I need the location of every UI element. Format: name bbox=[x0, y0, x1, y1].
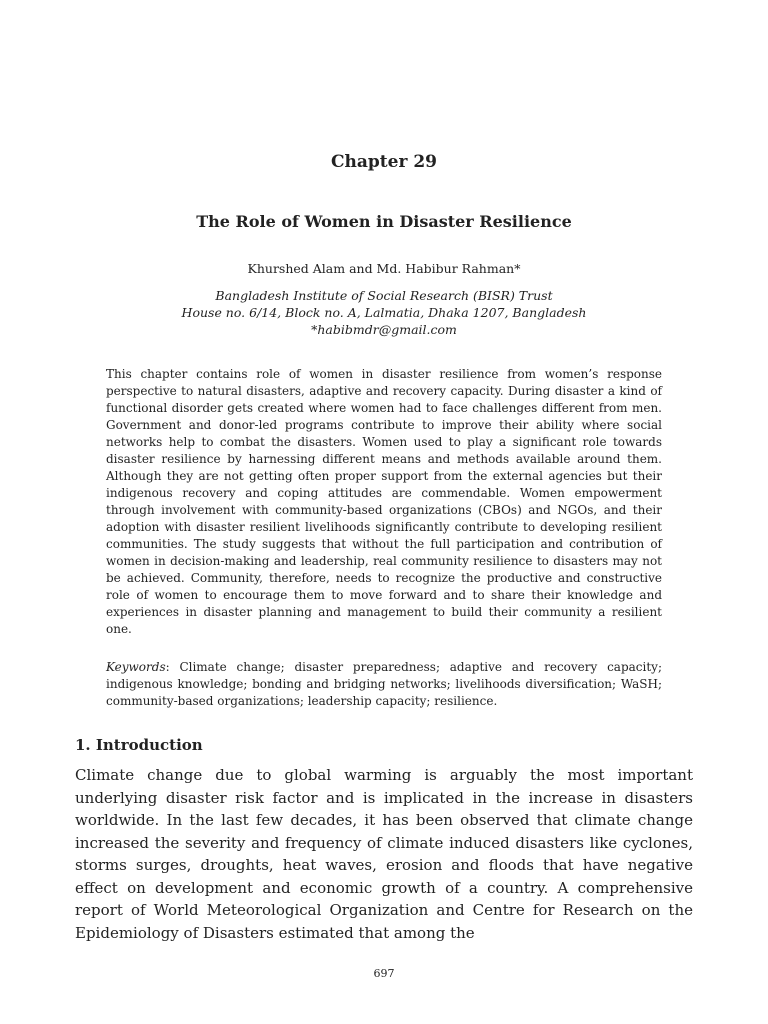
author-email: *habibmdr@gmail.com bbox=[311, 322, 457, 337]
intro-paragraph: Climate change due to global warming is arguably the most important underlying disaster risk factor and is implicated in the increase in disasters worldwide. In the last few decades, it has been observed that climate change increased the severity and frequency of climate induced disasters like cyclones, storms surges, droughts, heat waves, erosion and floods that have negative effect on development and economic growth of a country. A comprehensive report of World Meteorological Organization and Centre for Research on the Epidemiology of Disasters estimated that among the bbox=[75, 766, 693, 942]
keywords-list: : Climate change; disaster preparedness; adaptive and recovery capacity; indigenous knowledge; bonding and bridging networks; livelihoods diversification; WaSH; community-based organizations; leadership capacity; resilience. bbox=[106, 660, 662, 708]
keywords bbox=[106, 659, 662, 710]
keywords-label: Keywords bbox=[106, 660, 166, 674]
affiliation-institute: Bangladesh Institute of Social Research (BISR) Trust bbox=[215, 288, 553, 303]
chapter-title: The Role of Women in Disaster Resilience bbox=[196, 212, 572, 231]
affiliation-block bbox=[0, 287, 768, 338]
affiliation-address: House no. 6/14, Block no. A, Lalmatia, Dhaka 1207, Bangladesh bbox=[181, 305, 587, 320]
page-number: 697 bbox=[373, 967, 395, 980]
chapter-label: Chapter 29 bbox=[331, 152, 437, 172]
section-heading: 1. Introduction bbox=[75, 736, 203, 754]
abstract: This chapter contains role of women in disaster resilience from women’s response perspective to natural disasters, adaptive and recovery capacity. During disaster a kind of functional disorder gets created where women had to face challenges different from men. Government and donor-led programs contribute to improve their ability where social networks help to combat the disasters. Women used to play a significant role towards disaster resilience by harnessing different means and methods available around them. Although they are not getting often proper support from the external agencies but their indigenous recovery and coping attitudes are commendable. Women empowerment through involvement with community-based organizations (CBOs) and NGOs, and their adoption with disaster resilient livelihoods significantly contribute to developing resilient communities. The study suggests that without the full participation and contribution of women in decision-making and leadership, real community resilience to disasters may not be achieved. Community, therefore, needs to recognize the productive and constructive role of women to encourage them to move forward and to share their knowledge and experiences in disaster planning and management to build their community a resilient one. bbox=[106, 367, 662, 636]
author-line: Khurshed Alam and Md. Habibur Rahman* bbox=[247, 261, 521, 276]
